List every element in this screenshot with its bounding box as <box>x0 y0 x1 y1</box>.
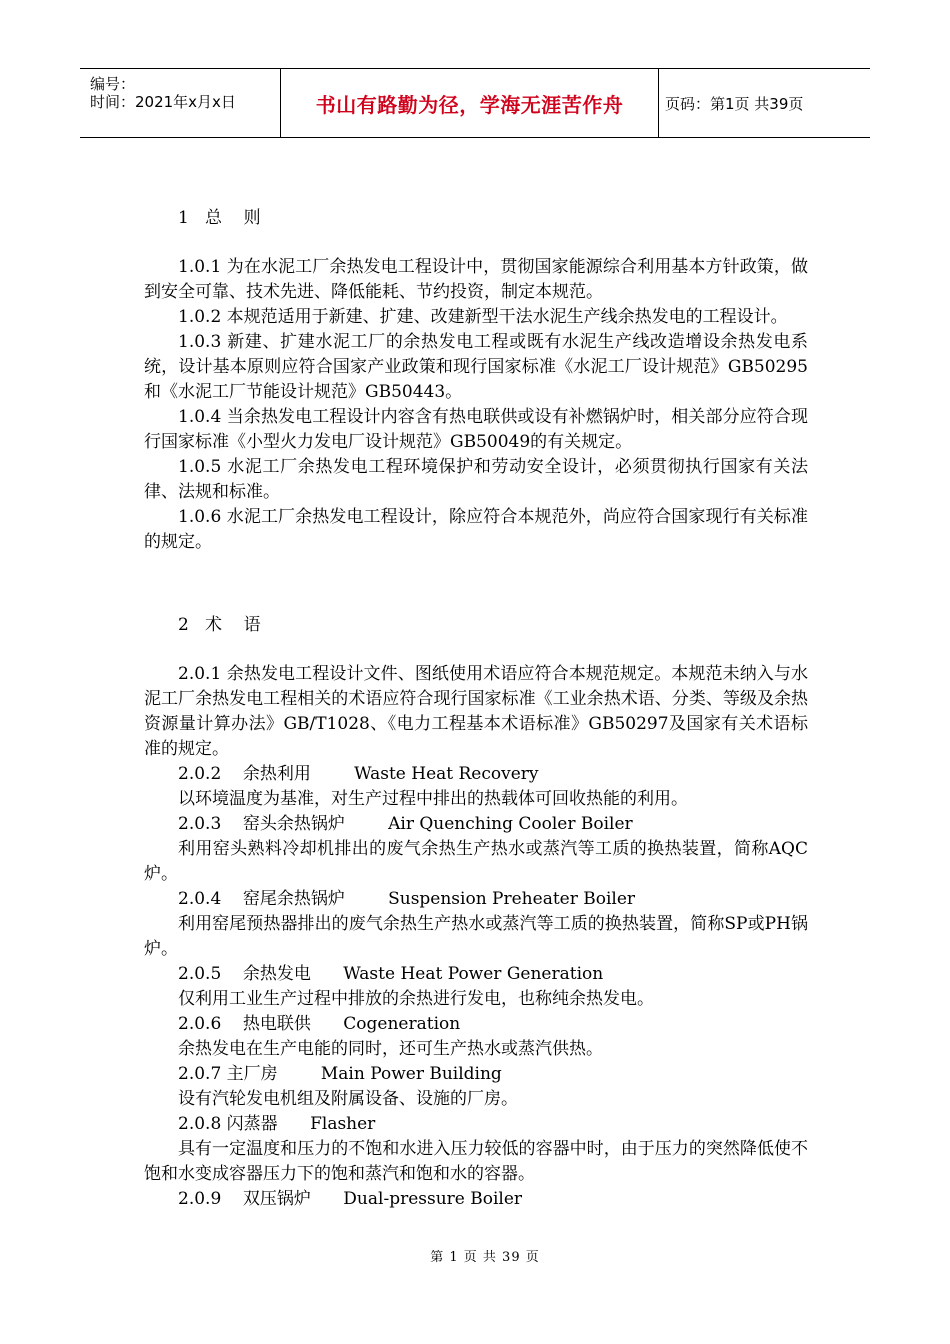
clause-1-0-3: 1.0.3 新建、扩建水泥工厂的余热发电工程或既有水泥生产线改造增设余热发电系统，设计基本原则应符合国家产业政策和现行国家标准《水泥工厂设计规范》GB50295和《水泥工厂节能设计规范》GB50443。 <box>144 332 808 402</box>
term-2-0-7: 2.0.7 主厂房 Main Power Building <box>178 1064 502 1084</box>
document-body <box>144 206 808 1212</box>
term-2-0-2: 2.0.2 余热利用 Waste Heat Recovery <box>178 764 539 784</box>
header-page-text: 页码：第1页 共39页 <box>665 94 804 113</box>
term-2-0-3: 2.0.3 窑头余热锅炉 Air Quenching Cooler Boiler <box>178 814 633 834</box>
clause-2-0-1: 2.0.1 余热发电工程设计文件、图纸使用术语应符合本规范规定。本规范未纳入与水泥工厂余热发电工程相关的术语应符合现行国家标准《工业余热术语、分类、等级及余热资源量计算办法》GB/T1028、《电力工程基本术语标准》GB50297及国家有关术语标准的规定。 <box>144 664 808 759</box>
footer-page-number: 第 1 页 共 39 页 <box>430 1250 540 1265</box>
term-2-0-9: 2.0.9 双压锅炉 Dual-pressure Boiler <box>178 1189 523 1209</box>
definition-2-0-3: 利用窑头熟料冷却机排出的废气余热生产热水或蒸汽等工质的换热装置，简称AQC炉。 <box>144 839 808 884</box>
term-2-0-6: 2.0.6 热电联供 Cogeneration <box>178 1014 461 1034</box>
definition-2-0-4: 利用窑尾预热器排出的废气余热生产热水或蒸汽等工质的换热装置，简称SP或PH锅炉。 <box>144 914 808 959</box>
doc-number-label: 编号： <box>90 75 136 93</box>
definition-2-0-8: 具有一定温度和压力的不饱和水进入压力较低的容器中时，由于压力的突然降低使不饱和水变成容器压力下的饱和蒸汽和饱和水的容器。 <box>144 1139 808 1184</box>
clause-1-0-1: 1.0.1 为在水泥工厂余热发电工程设计中，贯彻国家能源综合利用基本方针政策，做到安全可靠、技术先进、降低能耗、节约投资，制定本规范。 <box>144 257 808 302</box>
section-2-title: 2 术 语 <box>178 615 261 635</box>
header-meta <box>80 69 281 137</box>
clause-1-0-5: 1.0.5 水泥工厂余热发电工程环境保护和劳动安全设计，必须贯彻执行国家有关法律、法规和标准。 <box>144 457 808 502</box>
page-header <box>80 68 870 138</box>
clause-1-0-4: 1.0.4 当余热发电工程设计内容含有热电联供或设有补燃锅炉时，相关部分应符合现行国家标准《小型火力发电厂设计规范》GB50049的有关规定。 <box>144 407 808 452</box>
page-footer <box>0 1246 950 1265</box>
definition-2-0-2: 以环境温度为基准，对生产过程中排出的热载体可回收热能的利用。 <box>178 789 688 809</box>
definition-2-0-7: 设有汽轮发电机组及附属设备、设施的厂房。 <box>178 1089 518 1109</box>
header-page-info <box>659 69 870 137</box>
header-motto: 书山有路勤为径，学海无涯苦作舟 <box>281 69 659 137</box>
clause-1-0-2: 1.0.2 本规范适用于新建、扩建、改建新型干法水泥生产线余热发电的工程设计。 <box>178 307 788 327</box>
definition-2-0-5: 仅利用工业生产过程中排放的余热进行发电，也称纯余热发电。 <box>178 989 654 1009</box>
term-2-0-5: 2.0.5 余热发电 Waste Heat Power Generation <box>178 964 604 984</box>
doc-date: 时间：2021年x月x日 <box>90 93 236 111</box>
term-2-0-8: 2.0.8 闪蒸器 Flasher <box>178 1114 376 1134</box>
term-2-0-4: 2.0.4 窑尾余热锅炉 Suspension Preheater Boiler <box>178 889 636 909</box>
definition-2-0-6: 余热发电在生产电能的同时，还可生产热水或蒸汽供热。 <box>178 1039 603 1059</box>
clause-1-0-6: 1.0.6 水泥工厂余热发电工程设计，除应符合本规范外，尚应符合国家现行有关标准的规定。 <box>144 507 808 552</box>
section-1-title: 1 总 则 <box>178 208 261 228</box>
